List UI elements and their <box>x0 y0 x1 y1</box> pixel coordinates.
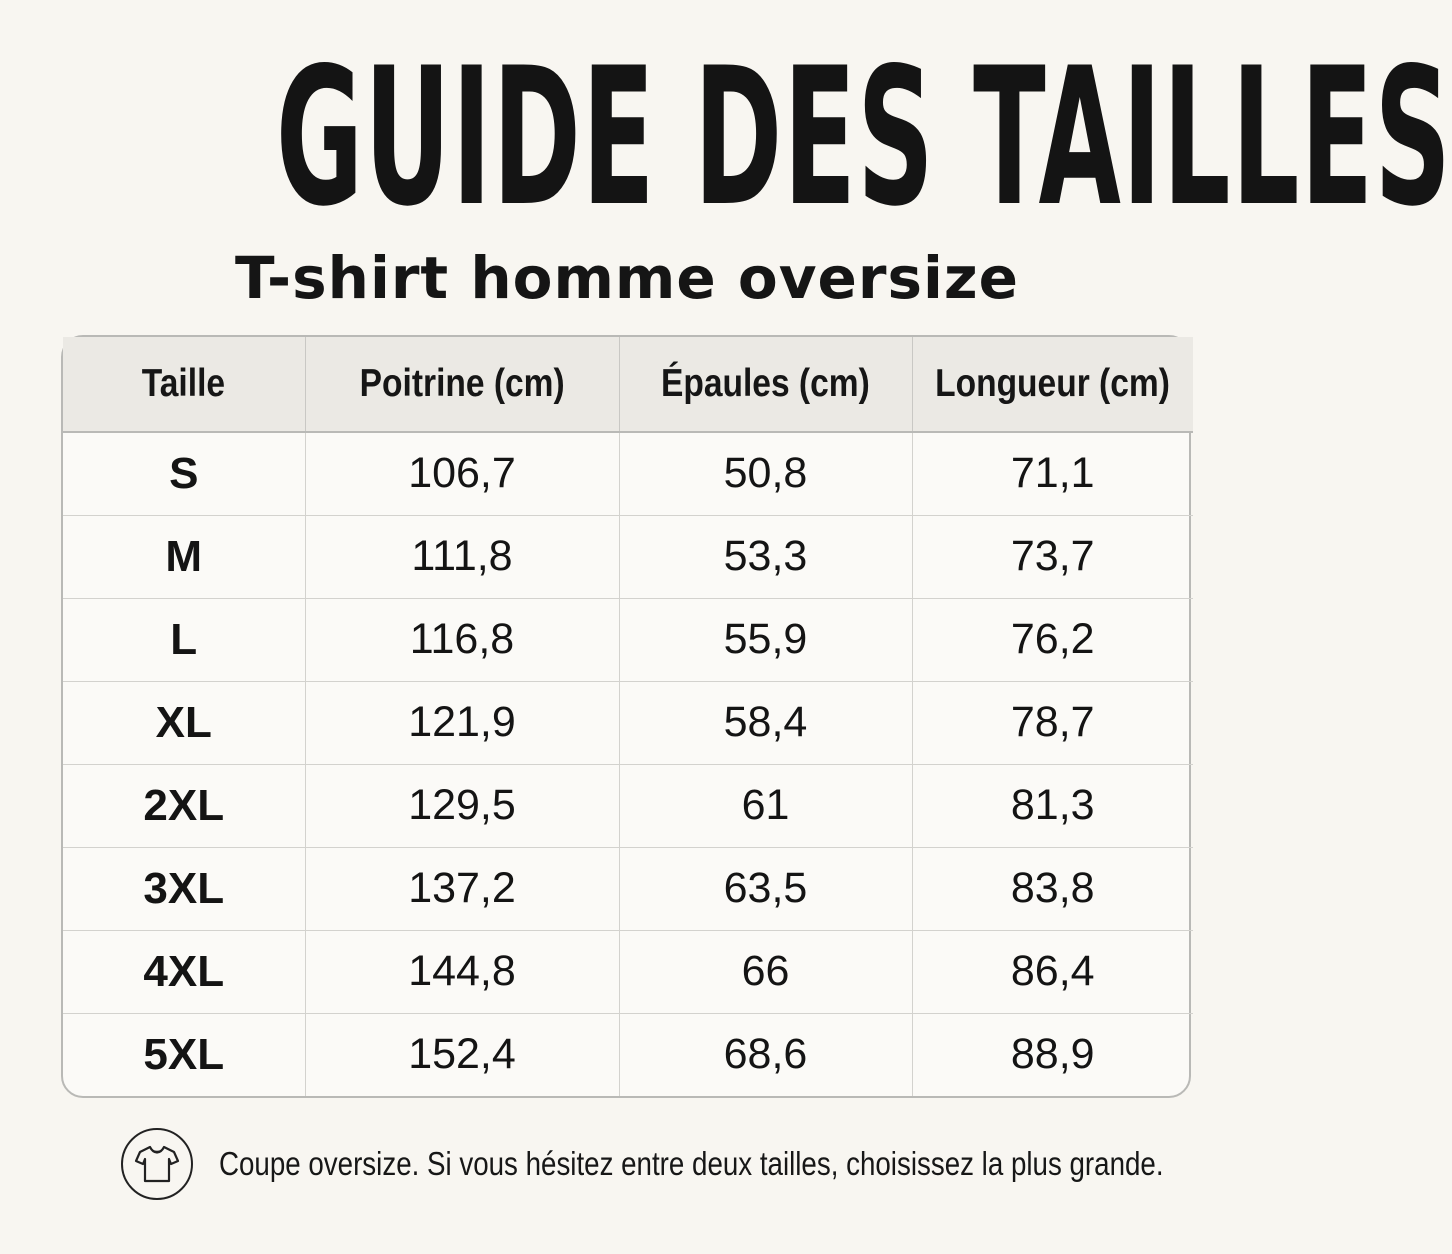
chest-cell: 111,8 <box>305 515 619 598</box>
table-row <box>63 1013 1193 1096</box>
fit-note-text: Coupe oversize. Si vous hésitez entre deux tailles, choisissez la plus grande. <box>219 1145 1164 1182</box>
page-subtitle: T-shirt homme oversize <box>235 244 1019 312</box>
chest-cell: 137,2 <box>305 847 619 930</box>
table-row <box>63 681 1193 764</box>
size-cell: 5XL <box>63 1013 305 1096</box>
page-title: GUIDE DES TAILLES <box>275 27 1452 248</box>
chest-cell: 144,8 <box>305 930 619 1013</box>
size-cell: 3XL <box>63 847 305 930</box>
size-cell: M <box>63 515 305 598</box>
table-row <box>63 930 1193 1013</box>
column-header-chest: Poitrine (cm) <box>305 337 619 432</box>
shoulders-cell: 66 <box>619 930 912 1013</box>
length-cell: 73,7 <box>912 515 1193 598</box>
column-header-size: Taille <box>63 337 305 432</box>
chest-cell: 116,8 <box>305 598 619 681</box>
shoulders-cell: 58,4 <box>619 681 912 764</box>
table-row <box>63 598 1193 681</box>
length-cell: 78,7 <box>912 681 1193 764</box>
shoulders-cell: 50,8 <box>619 432 912 515</box>
size-cell: 4XL <box>63 930 305 1013</box>
length-cell: 81,3 <box>912 764 1193 847</box>
tshirt-icon <box>121 1128 193 1200</box>
size-table-container <box>61 335 1191 1098</box>
table-row <box>63 847 1193 930</box>
size-cell: L <box>63 598 305 681</box>
length-cell: 71,1 <box>912 432 1193 515</box>
shoulders-cell: 68,6 <box>619 1013 912 1096</box>
length-cell: 86,4 <box>912 930 1193 1013</box>
length-cell: 76,2 <box>912 598 1193 681</box>
size-cell: 2XL <box>63 764 305 847</box>
table-header-row <box>63 337 1193 432</box>
shoulders-cell: 53,3 <box>619 515 912 598</box>
length-cell: 83,8 <box>912 847 1193 930</box>
size-table <box>63 337 1193 1096</box>
shoulders-cell: 63,5 <box>619 847 912 930</box>
column-header-shoulders: Épaules (cm) <box>619 337 912 432</box>
chest-cell: 152,4 <box>305 1013 619 1096</box>
size-cell: S <box>63 432 305 515</box>
chest-cell: 121,9 <box>305 681 619 764</box>
length-cell: 88,9 <box>1010 1030 1095 1079</box>
chest-cell: 106,7 <box>305 432 619 515</box>
size-cell: XL <box>63 681 305 764</box>
table-row <box>63 515 1193 598</box>
table-row <box>63 432 1193 515</box>
chest-cell: 129,5 <box>305 764 619 847</box>
column-header-length: Longueur (cm) <box>912 337 1193 432</box>
fit-note <box>121 1126 1221 1202</box>
shoulders-cell: 61 <box>619 764 912 847</box>
shoulders-cell: 55,9 <box>619 598 912 681</box>
table-row <box>63 764 1193 847</box>
